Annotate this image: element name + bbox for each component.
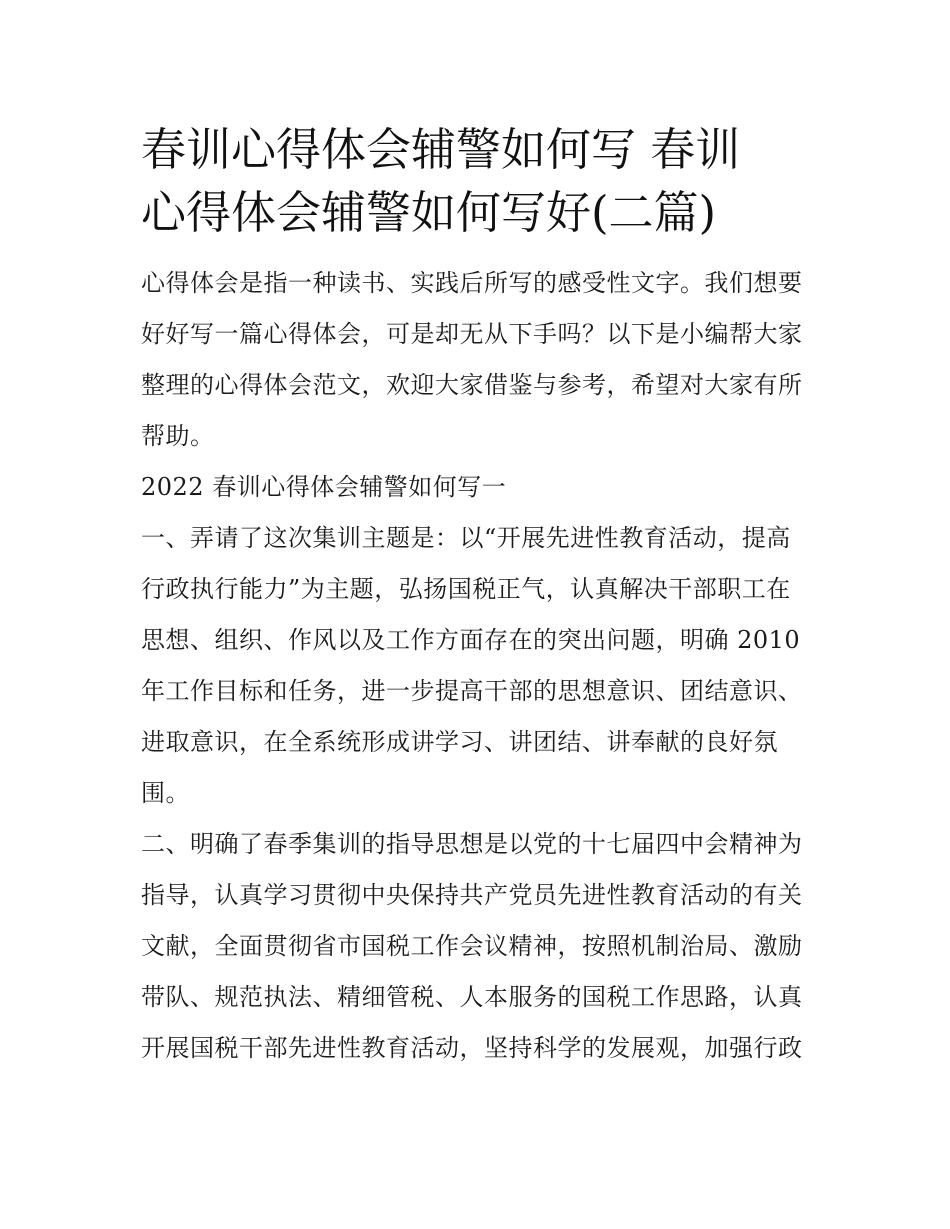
paragraph-line: 开展国税干部先进性教育活动，坚持科学的发展观，加强行政: [141, 1034, 803, 1062]
intro-line: 好好写一篇心得体会，可是却无从下手吗？以下是小编帮大家: [141, 320, 803, 348]
intro-paragraph: [141, 258, 816, 462]
section-heading: 2022 春训心得体会辅警如何写一: [141, 473, 507, 501]
paragraph-line: 二、明确了春季集训的指导思想是以党的十七届四中会精神为: [141, 830, 803, 858]
paragraph-line: 一、弄请了这次集训主题是：以“开展先进性教育活动，提高: [141, 524, 791, 552]
paragraph-line: 文献，全面贯彻省市国税工作会议精神，按照机制治局、激励: [141, 932, 803, 960]
paragraph-1: [141, 513, 816, 819]
paragraph-line: 进取意识，在全系统形成讲学习、讲团结、讲奉献的良好氛: [141, 728, 778, 756]
paragraph-line: 围。: [141, 779, 190, 807]
paragraph-line: 思想、组织、作风以及工作方面存在的突出问题，明确 2010: [141, 626, 801, 654]
paragraph-line: 行政执行能力”为主题，弘扬国税正气，认真解决干部职工在: [141, 575, 791, 603]
intro-line: 整理的心得体会范文，欢迎大家借鉴与参考，希望对大家有所: [141, 371, 803, 399]
intro-line: 心得体会是指一种读书、实践后所写的感受性文字。我们想要: [141, 269, 803, 297]
paragraph-line: 指导，认真学习贯彻中央保持共产党员先进性教育活动的有关: [141, 881, 803, 909]
document-body: [141, 118, 816, 1074]
title-line-2: 心得体会辅警如何写好(二篇): [141, 186, 717, 239]
paragraph-2: [141, 819, 816, 1074]
title-line-1: 春训心得体会辅警如何写 春训: [141, 123, 741, 176]
intro-line: 帮助。: [141, 422, 215, 450]
paragraph-line: 带队、规范执法、精细管税、人本服务的国税工作思路，认真: [141, 983, 803, 1011]
paragraph-line: 年工作目标和任务，进一步提高干部的思想意识、团结意识、: [141, 677, 803, 705]
document-title: [141, 118, 816, 244]
